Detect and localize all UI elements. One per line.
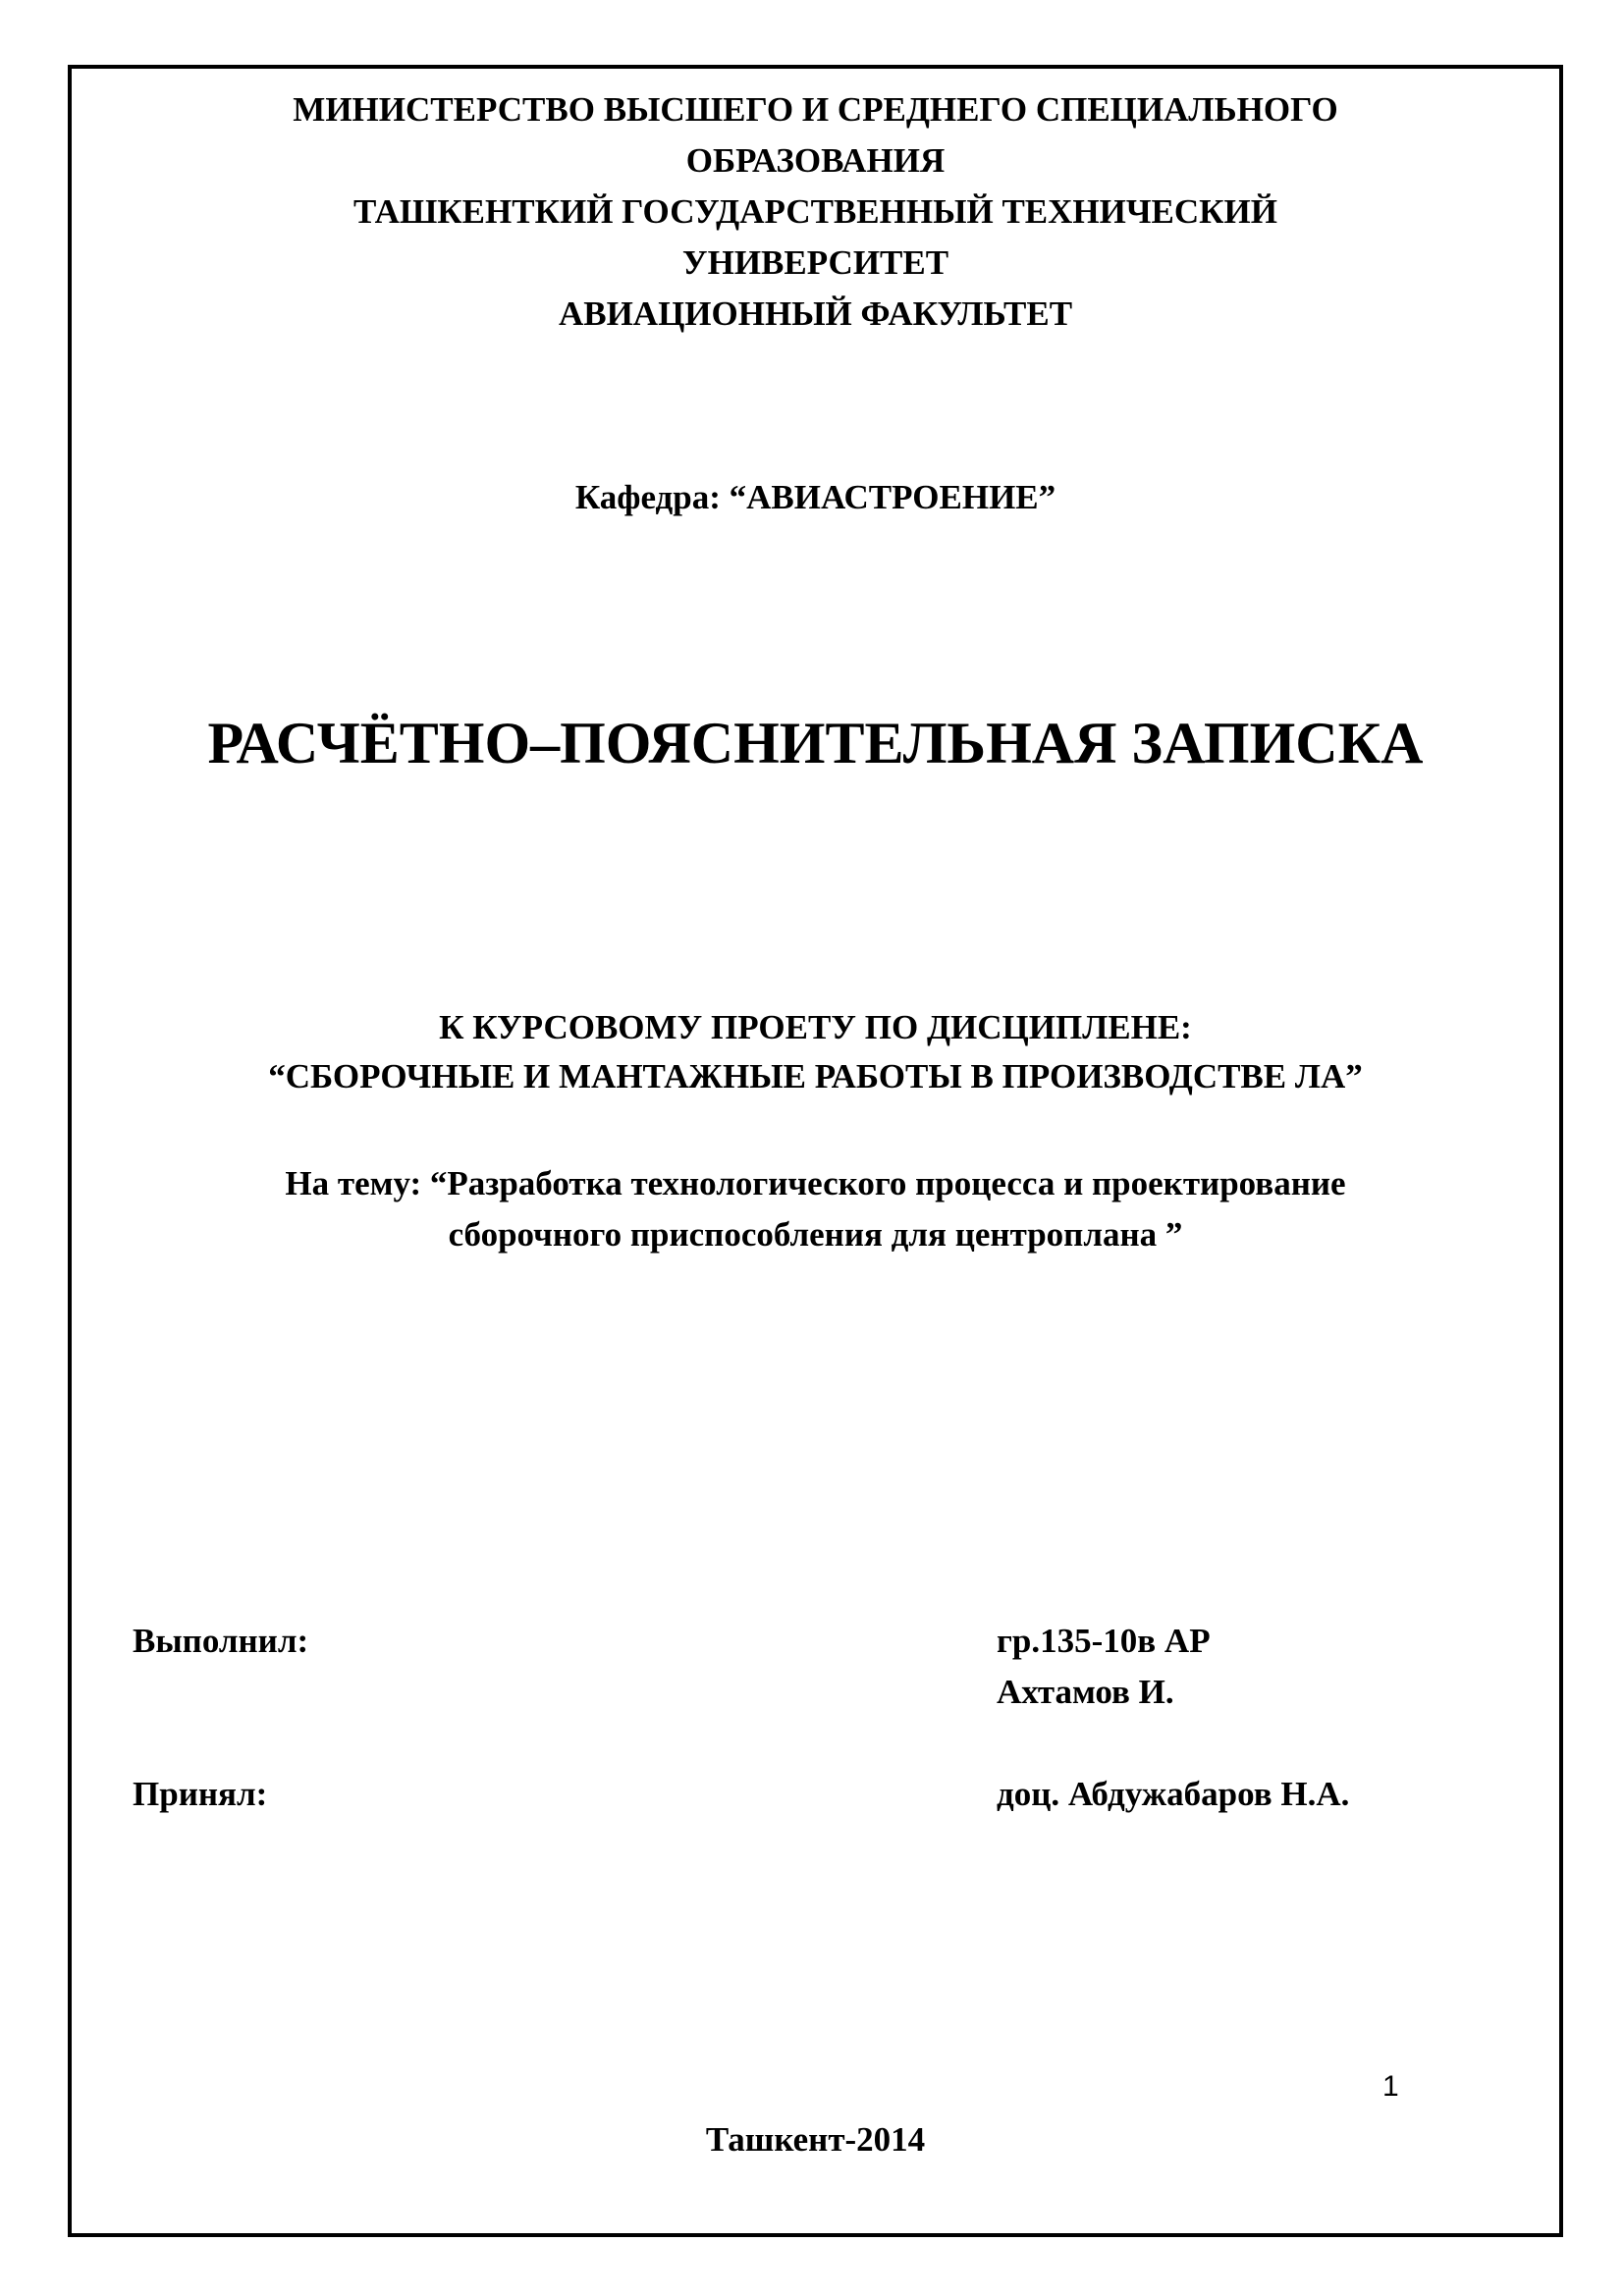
header-line-university-1: ТАШКЕНТКИЙ ГОСУДАРСТВЕННЫЙ ТЕХНИЧЕСКИЙ <box>352 192 1277 231</box>
supervisor-name: доц. Абдужабаров Н.А. <box>997 1775 1350 1813</box>
performed-by-label: Выполнил: <box>133 1622 309 1660</box>
topic-line-2: сборочного приспособления для центроплана ” <box>448 1215 1183 1254</box>
page-number: 1 <box>1382 2070 1399 2103</box>
city-year-footer: Ташкент-2014 <box>705 2120 926 2159</box>
topic-line-1: На тему: “Разработка технологического процесса и проектирование <box>285 1164 1346 1202</box>
page-border-frame <box>68 65 1563 2237</box>
institution-header <box>68 84 1563 340</box>
header-line-university-2: УНИВЕРСИТЕТ <box>681 243 949 282</box>
student-name: Ахтамов И. <box>997 1673 1174 1711</box>
header-line-faculty: АВИАЦИОННЫЙ ФАКУЛЬТЕТ <box>558 294 1073 333</box>
department-line: Кафедра: “АВИАСТРОЕНИЕ” <box>574 478 1056 516</box>
student-group: гр.135-10в АР <box>997 1622 1211 1660</box>
topic-block <box>68 1158 1563 1260</box>
course-block <box>68 1003 1563 1101</box>
course-line-2: “СБОРОЧНЫЕ И МАНТАЖНЫЕ РАБОТЫ В ПРОИЗВОДСТВЕ ЛА” <box>268 1057 1363 1095</box>
accepted-by-label: Принял: <box>133 1775 268 1813</box>
document-title: РАСЧЁТНО–ПОЯСНИТЕЛЬНАЯ ЗАПИСКА <box>207 711 1424 775</box>
header-line-ministry-1: МИНИСТЕРСТВО ВЫСШЕГО И СРЕДНЕГО СПЕЦИАЛЬНОГО <box>293 90 1338 129</box>
course-line-1: К КУРСОВОМУ ПРОЕТУ ПО ДИСЦИПЛЕНЕ: <box>439 1008 1192 1046</box>
header-line-ministry-2: ОБРАЗОВАНИЯ <box>685 141 946 180</box>
